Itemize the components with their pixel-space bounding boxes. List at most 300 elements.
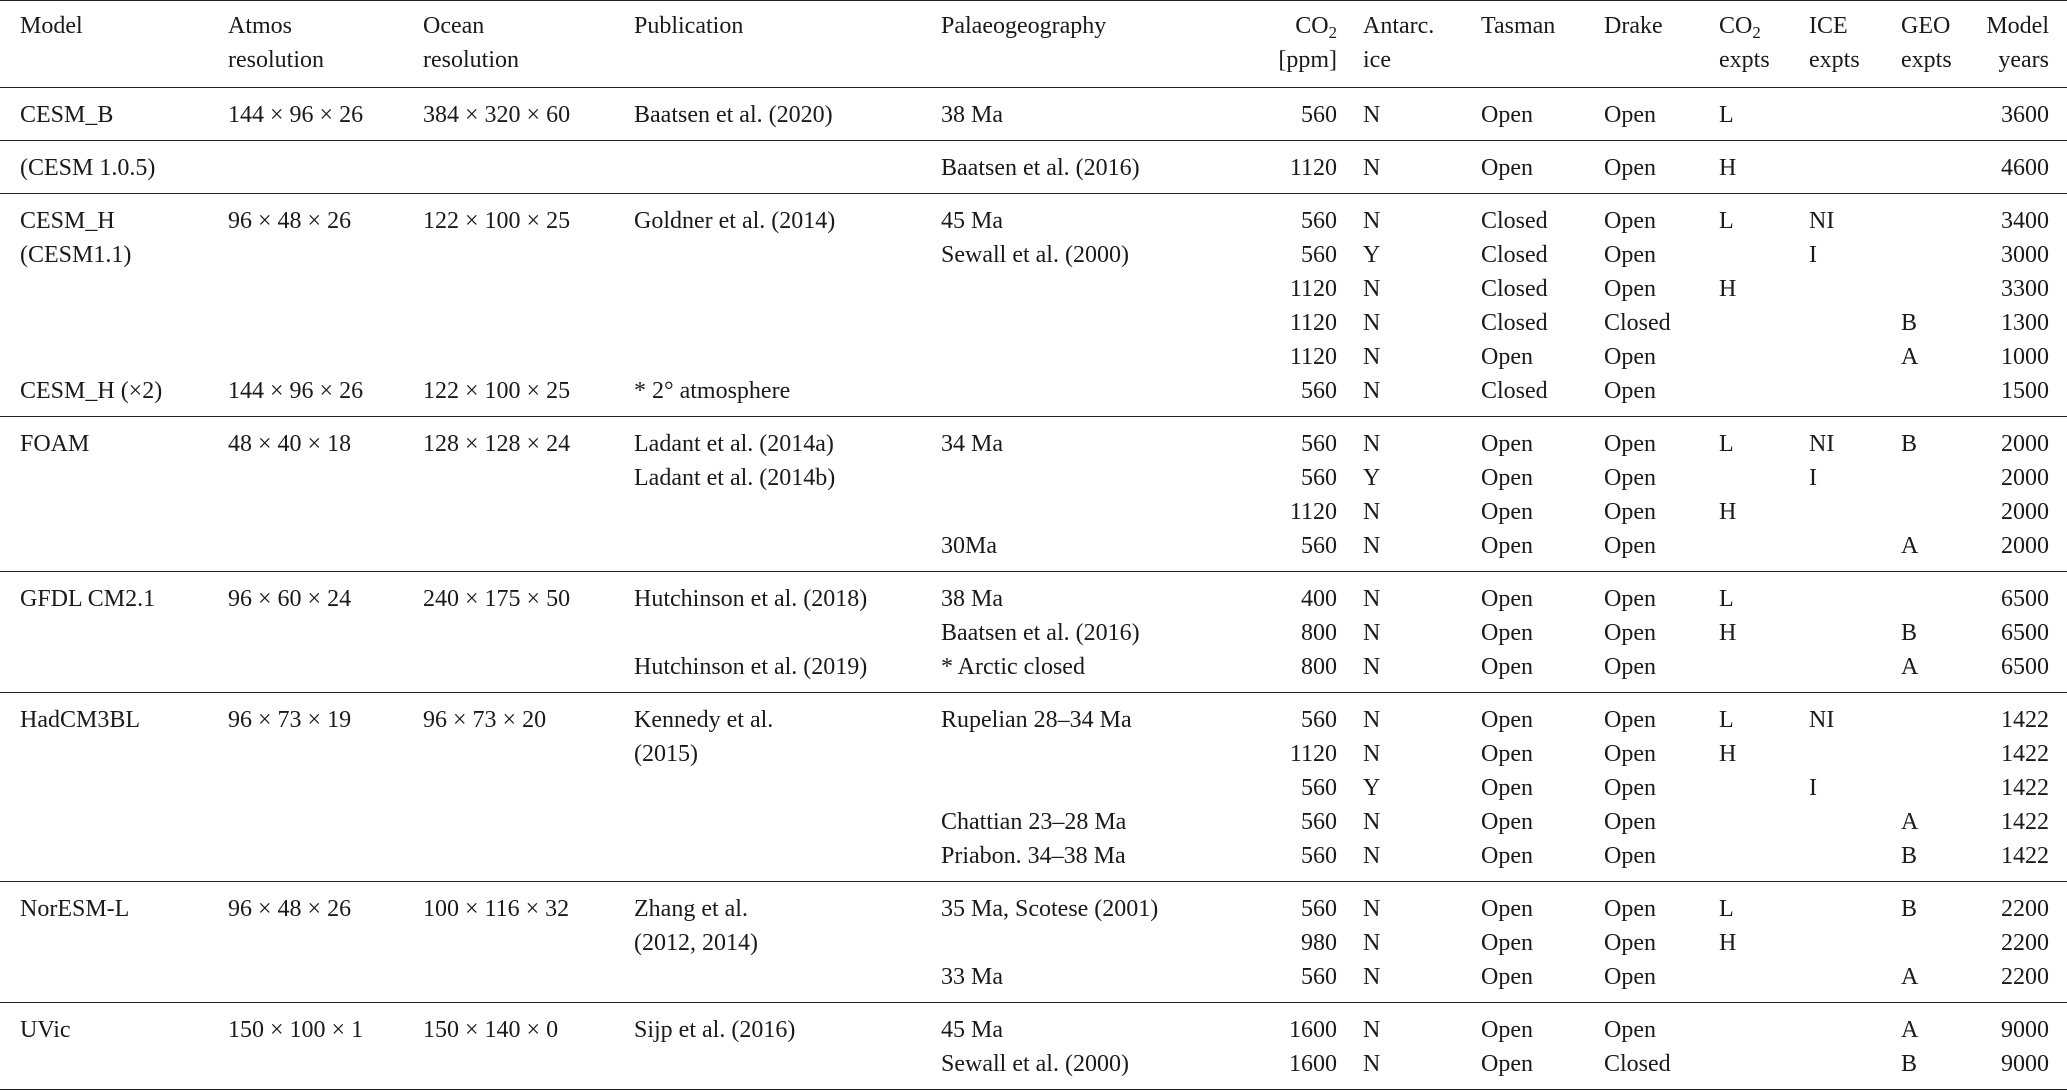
cell-tasman: Closed [1481, 208, 1548, 234]
cell-geo-expts [1881, 737, 1969, 771]
cell-ice-expts [1789, 340, 1881, 374]
cell-co2-expts: H [1719, 499, 1737, 525]
cell-palaeogeography: 38 Ma [941, 586, 1003, 612]
cell-atmos-resolution [228, 340, 423, 374]
cell-ice-expts [1789, 572, 1881, 617]
cell-ice-expts: I [1809, 242, 1817, 268]
cell-drake: Closed [1604, 310, 1671, 336]
cell-ocean-resolution [423, 650, 634, 693]
cell-model [0, 495, 228, 529]
header-co2-unit: [ppm] [1278, 47, 1337, 73]
cell-ocean-resolution [423, 495, 634, 529]
cell-antarctic-ice: N [1363, 930, 1381, 956]
cell-model [0, 306, 228, 340]
cell-publication [634, 272, 941, 306]
cell-palaeogeography: 45 Ma [941, 1017, 1003, 1043]
cell-co2-expts: L [1719, 896, 1734, 922]
cell-model-years: 1422 [2001, 707, 2049, 733]
cell-tasman: Open [1481, 344, 1533, 370]
cell-atmos-resolution: 96 × 48 × 26 [228, 896, 352, 922]
cell-co2-expts [1693, 1003, 1789, 1048]
header-model-years: Model years [1969, 1, 2067, 88]
cell-tasman: Open [1481, 1017, 1533, 1043]
cell-co2-ppm: 800 [1229, 650, 1337, 693]
cell-atmos-resolution [228, 306, 423, 340]
cell-geo-expts: B [1901, 620, 1918, 646]
cell-antarctic-ice: N [1337, 650, 1455, 693]
cell-publication: * 2° atmosphere [634, 374, 941, 417]
cell-ice-expts: I [1809, 465, 1817, 491]
cell-tasman: Open [1481, 499, 1533, 525]
cell-antarctic-ice: N [1363, 620, 1381, 646]
header-atmos-resolution: Atmos resolution [228, 1, 423, 88]
cell-palaeogeography: 34 Ma [941, 431, 1003, 457]
cell-model [0, 737, 228, 771]
cell-co2-ppm: 400 [1301, 586, 1337, 612]
cell-atmos-resolution [228, 495, 423, 529]
cell-publication [634, 340, 941, 374]
cell-ocean-resolution: 122 × 100 × 25 [423, 208, 571, 234]
table-row [0, 572, 2067, 617]
cell-palaeogeography [941, 771, 1229, 805]
model-group [0, 1003, 2067, 1090]
cell-model-years: 6500 [2001, 586, 2049, 612]
table-row [0, 461, 2067, 495]
cell-co2-expts [1693, 238, 1789, 272]
cell-model-years: 2200 [1969, 960, 2067, 1003]
cell-palaeogeography: 38 Ma [941, 88, 1229, 141]
cell-model-years: 2000 [2001, 499, 2049, 525]
cell-publication: Hutchinson et al. (2018) [634, 586, 868, 612]
cell-ocean-resolution [423, 529, 634, 572]
cell-publication [634, 616, 941, 650]
cell-model [0, 771, 228, 805]
model-group [0, 141, 2067, 194]
cell-geo-expts: B [1901, 431, 1918, 457]
cell-ice-expts: NI [1809, 707, 1835, 733]
cell-co2-ppm: 560 [1301, 242, 1337, 268]
cell-atmos-resolution [228, 529, 423, 572]
cell-palaeogeography [941, 737, 1229, 771]
table-row [0, 960, 2067, 1003]
cell-atmos-resolution [228, 805, 423, 839]
cell-ice-expts [1789, 374, 1881, 417]
cell-antarctic-ice: N [1363, 586, 1381, 612]
cell-ocean-resolution [423, 306, 634, 340]
cell-antarctic-ice: N [1337, 960, 1455, 1003]
cell-co2-expts: L [1719, 208, 1734, 234]
cell-publication [634, 529, 941, 572]
cell-drake: Open [1604, 242, 1656, 268]
cell-ocean-resolution [423, 141, 634, 194]
cell-model-years: 4600 [1969, 141, 2067, 194]
table-row [0, 926, 2067, 960]
cell-drake: Open [1604, 208, 1656, 234]
cell-antarctic-ice: N [1363, 741, 1381, 767]
header-ocean-resolution: Ocean resolution [423, 1, 634, 88]
cell-co2-expts: H [1693, 141, 1789, 194]
cell-co2-ppm: 560 [1301, 208, 1337, 234]
cell-palaeogeography: Sewall et al. (2000) [941, 1047, 1229, 1090]
model-group [0, 417, 2067, 572]
cell-geo-expts [1881, 374, 1969, 417]
cell-drake: Open [1578, 650, 1693, 693]
cell-tasman: Open [1455, 839, 1578, 882]
cell-co2-expts: H [1719, 276, 1737, 302]
cell-ice-expts [1789, 1003, 1881, 1048]
cell-ocean-resolution: 384 × 320 × 60 [423, 88, 634, 141]
cell-publication [634, 141, 941, 194]
cell-geo-expts: A [1901, 344, 1919, 370]
cell-publication [634, 805, 941, 839]
cell-antarctic-ice: N [1363, 499, 1381, 525]
table-row [0, 1003, 2067, 1048]
cell-atmos-resolution [228, 461, 423, 495]
header-antarctic-ice: Antarc. ice [1337, 1, 1455, 88]
cell-model-years: 1422 [2001, 741, 2049, 767]
table-row [0, 882, 2067, 927]
cell-co2-expts [1693, 771, 1789, 805]
cell-co2-expts [1693, 839, 1789, 882]
table-row [0, 88, 2067, 141]
cell-atmos-resolution: 96 × 48 × 26 [228, 208, 352, 234]
cell-co2-expts: L [1719, 586, 1734, 612]
cell-model [0, 960, 228, 1003]
cell-ice-expts [1789, 737, 1881, 771]
cell-atmos-resolution: 96 × 73 × 19 [228, 707, 352, 733]
cell-ocean-resolution [423, 461, 634, 495]
model-group [0, 693, 2067, 882]
cell-model-years: 6500 [2001, 620, 2049, 646]
cell-ice-expts [1789, 529, 1881, 572]
cell-ice-expts [1789, 272, 1881, 306]
cell-tasman: Closed [1481, 242, 1548, 268]
table-row [0, 839, 2067, 882]
cell-co2-expts [1693, 650, 1789, 693]
cell-antarctic-ice: N [1337, 839, 1455, 882]
cell-palaeogeography [941, 495, 1229, 529]
table-row [0, 272, 2067, 306]
header-co2-expts [1693, 1, 1789, 88]
cell-tasman: Open [1481, 809, 1533, 835]
cell-publication: Goldner et al. (2014) [634, 208, 836, 234]
cell-tasman: Open [1455, 529, 1578, 572]
cell-model-years: 6500 [1969, 650, 2067, 693]
cell-ice-expts: NI [1809, 431, 1835, 457]
cell-ice-expts [1789, 1047, 1881, 1090]
cell-co2-ppm: 560 [1229, 960, 1337, 1003]
cell-tasman: Open [1455, 1047, 1578, 1090]
cell-co2-expts [1693, 960, 1789, 1003]
cell-co2-expts: L [1693, 88, 1789, 141]
cell-drake: Open [1604, 465, 1656, 491]
cell-co2-ppm: 560 [1229, 529, 1337, 572]
cell-co2-ppm: 1600 [1289, 1017, 1337, 1043]
cell-geo-expts [1881, 141, 1969, 194]
cell-co2-ppm: 1120 [1289, 344, 1337, 370]
cell-antarctic-ice: N [1363, 707, 1381, 733]
cell-geo-expts: A [1881, 650, 1969, 693]
header-co2-expts-label: CO [1719, 13, 1753, 39]
cell-ice-expts [1789, 306, 1881, 340]
table-row [0, 650, 2067, 693]
cell-model-years: 1300 [2001, 310, 2049, 336]
cell-antarctic-ice: N [1337, 141, 1455, 194]
table-row [0, 529, 2067, 572]
header-ice-expts: ICE expts [1789, 1, 1881, 88]
cell-atmos-resolution [228, 650, 423, 693]
cell-tasman: Open [1481, 586, 1533, 612]
cell-drake: Open [1578, 529, 1693, 572]
cell-geo-expts [1881, 194, 1969, 239]
cell-co2-ppm: 1120 [1289, 499, 1337, 525]
cell-publication: Sijp et al. (2016) [634, 1017, 796, 1043]
cell-ocean-resolution [423, 771, 634, 805]
cell-co2-ppm: 1120 [1229, 141, 1337, 194]
cell-publication [634, 1047, 941, 1090]
cell-publication: Zhang et al. [634, 896, 748, 922]
cell-atmos-resolution [228, 771, 423, 805]
cell-ocean-resolution: 122 × 100 × 25 [423, 374, 634, 417]
header-co2-label: CO [1295, 13, 1329, 39]
cell-palaeogeography [941, 272, 1229, 306]
cell-publication [634, 238, 941, 272]
cell-tasman: Open [1455, 650, 1578, 693]
cell-drake: Open [1604, 276, 1656, 302]
cell-atmos-resolution [228, 960, 423, 1003]
cell-antarctic-ice: N [1363, 344, 1381, 370]
cell-atmos-resolution: 144 × 96 × 26 [228, 88, 423, 141]
cell-ocean-resolution [423, 1047, 634, 1090]
cell-antarctic-ice: N [1363, 1017, 1381, 1043]
header-drake: Drake [1578, 1, 1693, 88]
cell-drake: Open [1578, 960, 1693, 1003]
cell-geo-expts: A [1901, 1017, 1919, 1043]
cell-co2-ppm: 560 [1301, 896, 1337, 922]
cell-palaeogeography: Baatsen et al. (2016) [941, 141, 1229, 194]
cell-model-years: 3400 [2001, 208, 2049, 234]
table-row [0, 1047, 2067, 1090]
header-palaeogeography: Palaeogeography [941, 1, 1229, 88]
cell-model [0, 805, 228, 839]
cell-co2-ppm: 560 [1301, 431, 1337, 457]
cell-ocean-resolution: 150 × 140 × 0 [423, 1017, 559, 1043]
cell-model [0, 529, 228, 572]
cell-ocean-resolution [423, 839, 634, 882]
table-row [0, 374, 2067, 417]
cell-antarctic-ice: N [1337, 529, 1455, 572]
cell-model [0, 461, 228, 495]
cell-geo-expts [1881, 238, 1969, 272]
cell-co2-ppm: 1120 [1289, 310, 1337, 336]
cell-model-years: 9000 [2001, 1017, 2049, 1043]
cell-publication [634, 306, 941, 340]
cell-drake: Open [1578, 141, 1693, 194]
cell-model: CESM_B [0, 88, 228, 141]
cell-palaeogeography [941, 306, 1229, 340]
cell-model-years: 1422 [2001, 809, 2049, 835]
cell-publication [634, 839, 941, 882]
cell-drake: Open [1578, 374, 1693, 417]
cell-antarctic-ice: Y [1363, 242, 1381, 268]
header-row [0, 1, 2067, 88]
cell-antarctic-ice: Y [1363, 775, 1381, 801]
cell-ocean-resolution: 100 × 116 × 32 [423, 896, 570, 922]
cell-antarctic-ice: N [1337, 374, 1455, 417]
cell-tasman: Open [1481, 431, 1533, 457]
cell-tasman: Closed [1481, 310, 1548, 336]
cell-drake: Open [1604, 775, 1656, 801]
cell-drake: Closed [1578, 1047, 1693, 1090]
cell-ice-expts [1789, 839, 1881, 882]
cell-tasman: Closed [1481, 276, 1548, 302]
cell-geo-expts [1881, 926, 1969, 960]
cell-model: CESM_H [20, 208, 115, 234]
cell-co2-expts: H [1719, 930, 1737, 956]
cell-co2-expts: H [1719, 620, 1737, 646]
cell-atmos-resolution [228, 272, 423, 306]
cell-drake: Open [1604, 707, 1656, 733]
cell-palaeogeography: 35 Ma, Scotese (2001) [941, 896, 1159, 922]
cell-drake: Open [1604, 499, 1656, 525]
cell-co2-expts [1693, 529, 1789, 572]
cell-co2-ppm: 560 [1301, 775, 1337, 801]
header-co2-ppm [1229, 1, 1337, 88]
cell-atmos-resolution [228, 926, 423, 960]
cell-ocean-resolution: 96 × 73 × 20 [423, 707, 547, 733]
cell-co2-ppm: 800 [1301, 620, 1337, 646]
cell-ocean-resolution [423, 805, 634, 839]
cell-co2-ppm: 980 [1301, 930, 1337, 956]
cell-ocean-resolution [423, 960, 634, 1003]
cell-atmos-resolution: 48 × 40 × 18 [228, 431, 352, 457]
table-row [0, 141, 2067, 194]
cell-ice-expts [1789, 960, 1881, 1003]
cell-palaeogeography: * Arctic closed [941, 650, 1229, 693]
table-row [0, 771, 2067, 805]
cell-publication [634, 960, 941, 1003]
cell-model-years: 2200 [2001, 930, 2049, 956]
cell-atmos-resolution [228, 238, 423, 272]
cell-ice-expts [1789, 882, 1881, 927]
cell-model-years: 2000 [2001, 465, 2049, 491]
cell-drake: Open [1604, 620, 1656, 646]
cell-tasman: Open [1481, 896, 1533, 922]
cell-drake: Open [1604, 809, 1656, 835]
cell-co2-expts: L [1719, 707, 1734, 733]
cell-model [0, 340, 228, 374]
cell-publication: Baatsen et al. (2020) [634, 88, 941, 141]
cell-tasman: Open [1455, 88, 1578, 141]
cell-antarctic-ice: N [1363, 896, 1381, 922]
table-row [0, 194, 2067, 239]
cell-model: (CESM1.1) [20, 242, 132, 268]
table-row [0, 693, 2067, 738]
cell-drake: Open [1604, 741, 1656, 767]
cell-model-years: 3600 [1969, 88, 2067, 141]
cell-model: GFDL CM2.1 [20, 586, 156, 612]
cell-ice-expts [1789, 495, 1881, 529]
header-model: Model [0, 1, 228, 88]
cell-atmos-resolution [228, 616, 423, 650]
cell-co2-expts [1693, 805, 1789, 839]
cell-model: HadCM3BL [20, 707, 140, 733]
cell-antarctic-ice: N [1363, 809, 1381, 835]
cell-ice-expts [1789, 88, 1881, 141]
cell-geo-expts: B [1881, 1047, 1969, 1090]
cell-ocean-resolution [423, 272, 634, 306]
cell-co2-expts: H [1719, 741, 1737, 767]
model-group [0, 88, 2067, 141]
cell-model-years: 9000 [1969, 1047, 2067, 1090]
cell-tasman: Open [1481, 741, 1533, 767]
cell-model-years: 2000 [2001, 431, 2049, 457]
cell-drake: Open [1578, 88, 1693, 141]
cell-atmos-resolution: 150 × 100 × 1 [228, 1017, 364, 1043]
cell-model [0, 616, 228, 650]
cell-geo-expts [1881, 495, 1969, 529]
cell-antarctic-ice: N [1363, 208, 1381, 234]
cell-co2-ppm: 1120 [1289, 276, 1337, 302]
cell-geo-expts [1881, 693, 1969, 738]
header-co2-expts-subscript: 2 [1752, 23, 1761, 43]
cell-co2-ppm: 560 [1301, 465, 1337, 491]
cell-ice-expts [1789, 926, 1881, 960]
cell-atmos-resolution: 144 × 96 × 26 [228, 374, 423, 417]
cell-ocean-resolution: 240 × 175 × 50 [423, 586, 571, 612]
cell-ice-expts: NI [1809, 208, 1835, 234]
cell-antarctic-ice: N [1337, 1047, 1455, 1090]
table-row [0, 805, 2067, 839]
cell-palaeogeography: Rupelian 28–34 Ma [941, 707, 1132, 733]
cell-atmos-resolution [228, 141, 423, 194]
cell-co2-ppm: 1600 [1229, 1047, 1337, 1090]
cell-geo-expts [1881, 572, 1969, 617]
cell-co2-expts: L [1719, 431, 1734, 457]
cell-model [0, 839, 228, 882]
cell-atmos-resolution: 96 × 60 × 24 [228, 586, 352, 612]
cell-ice-expts: I [1809, 775, 1817, 801]
cell-model-years: 1000 [2001, 344, 2049, 370]
cell-palaeogeography [941, 374, 1229, 417]
cell-palaeogeography: Chattian 23–28 Ma [941, 809, 1127, 835]
cell-geo-expts [1881, 272, 1969, 306]
cell-publication [634, 495, 941, 529]
table-row [0, 616, 2067, 650]
cell-palaeogeography: Sewall et al. (2000) [941, 242, 1129, 268]
cell-model: CESM_H (×2) [0, 374, 228, 417]
cell-drake: Open [1604, 930, 1656, 956]
cell-palaeogeography: 45 Ma [941, 208, 1003, 234]
cell-publication: Ladant et al. (2014b) [634, 465, 836, 491]
table-row [0, 495, 2067, 529]
cell-palaeogeography: 33 Ma [941, 960, 1229, 1003]
cell-tasman: Open [1455, 141, 1578, 194]
cell-antarctic-ice: N [1363, 431, 1381, 457]
cell-co2-ppm: 560 [1301, 707, 1337, 733]
cell-model: NorESM-L [20, 896, 130, 922]
cell-model: (CESM 1.0.5) [0, 141, 228, 194]
cell-ice-expts [1789, 616, 1881, 650]
cell-model: FOAM [20, 431, 90, 457]
cell-model: UVic [20, 1017, 71, 1043]
cell-atmos-resolution [228, 839, 423, 882]
cell-geo-expts: A [1881, 529, 1969, 572]
cell-ocean-resolution: 128 × 128 × 24 [423, 431, 571, 457]
cell-ocean-resolution [423, 238, 634, 272]
cell-model-years: 2200 [2001, 896, 2049, 922]
cell-model [0, 926, 228, 960]
